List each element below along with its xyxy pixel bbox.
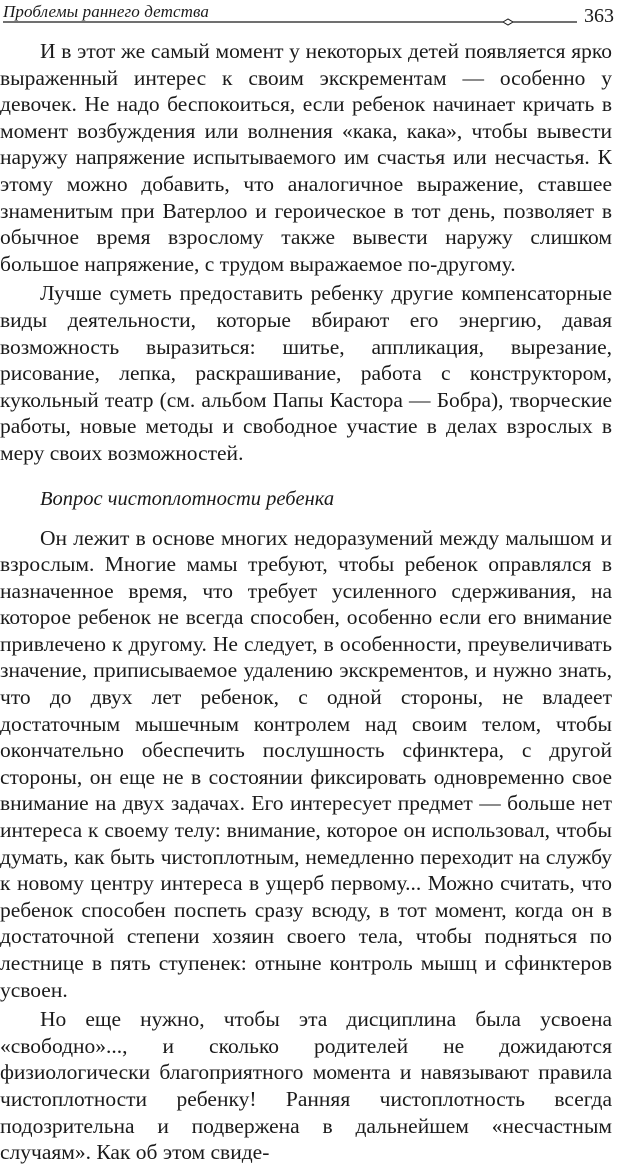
paragraph-2: Лучше суметь предоставить ребенку другие компенсаторные виды деятельности, которые вбирают его энергию, давая возможность выразиться: шитье, аппликация, вырезание, рисование, лепка, раскрашивание, работа с конструктором, кукольный театр (см. альбом Папы Кастора — Бобра), творческие работы, новые методы и свободное участие в делах взрослых в меру своих возможностей.: [0, 281, 612, 465]
page-number: 363: [584, 5, 614, 27]
header-rule: [3, 18, 577, 26]
section-heading: Вопрос чистоплотности ребенка: [40, 487, 335, 510]
paragraph-1: И в этот же самый момент у некоторых детей появляется ярко выраженный интерес к своим экскрементам — особенно у девочек. Не надо беспокоиться, если ребенок начинает кричать в момент возбуждения или волнения «кака, кака», чтобы вывести наружу напряжение испытываемого им счастья или несчастья. К этому можно добавить, что аналогичное выражение, ставшее знаменитым при Ватерлоо и героическое в тот день, позволяет в обычное время взрослому также вывести наружу слишком большое напряжение, с трудом выражаемое по-другому.: [0, 39, 612, 276]
paragraph-3: Он лежит в основе многих недоразумений между малышом и взрослым. Многие мамы требуют, чтобы ребенок оправлялся в назначенное время, что требует усиленного сдерживания, на которое ребенок не всегда способен, особенно если его внимание привлечено к другому. Не следует, в особенности, преувеличивать значение, приписываемое удалению экскрементов, и нужно знать, что до двух лет ребенок, с одной стороны, не владеет достаточным мышечным контролем над своим телом, чтобы окончательно обеспечить послушность сфинктера, с другой стороны, он еще не в состоянии фиксировать одновременно свое внимание на двух задачах. Его интересует предмет — больше нет интереса к своему телу: внимание, которое он использовал, чтобы думать, как быть чистоплотным, немедленно переходит на службу к новому центру интереса в ущерб первому... Можно считать, что ребенок способен поспеть сразу всюду, в тот момент, когда он в достаточной степени хозяин своего тела, чтобы подняться по лестнице в пять ступенек: отныне контроль мышц и сфинктеров усвоен.: [0, 525, 612, 1002]
running-head: Проблемы раннего детства: [3, 2, 209, 21]
paragraph-4: Но еще нужно, чтобы эта дисциплина была усвоена «свободно»..., и сколько родителей не дожидаются физиологически благоприятного момента и навязывают правила чистоплотности ребенку! Ранняя чистоплотность всегда подозрительна и подвержена в дальнейшем «несчастным случаям». Как об этом свиде-: [0, 1007, 612, 1165]
body-text: [0, 38, 612, 1166]
